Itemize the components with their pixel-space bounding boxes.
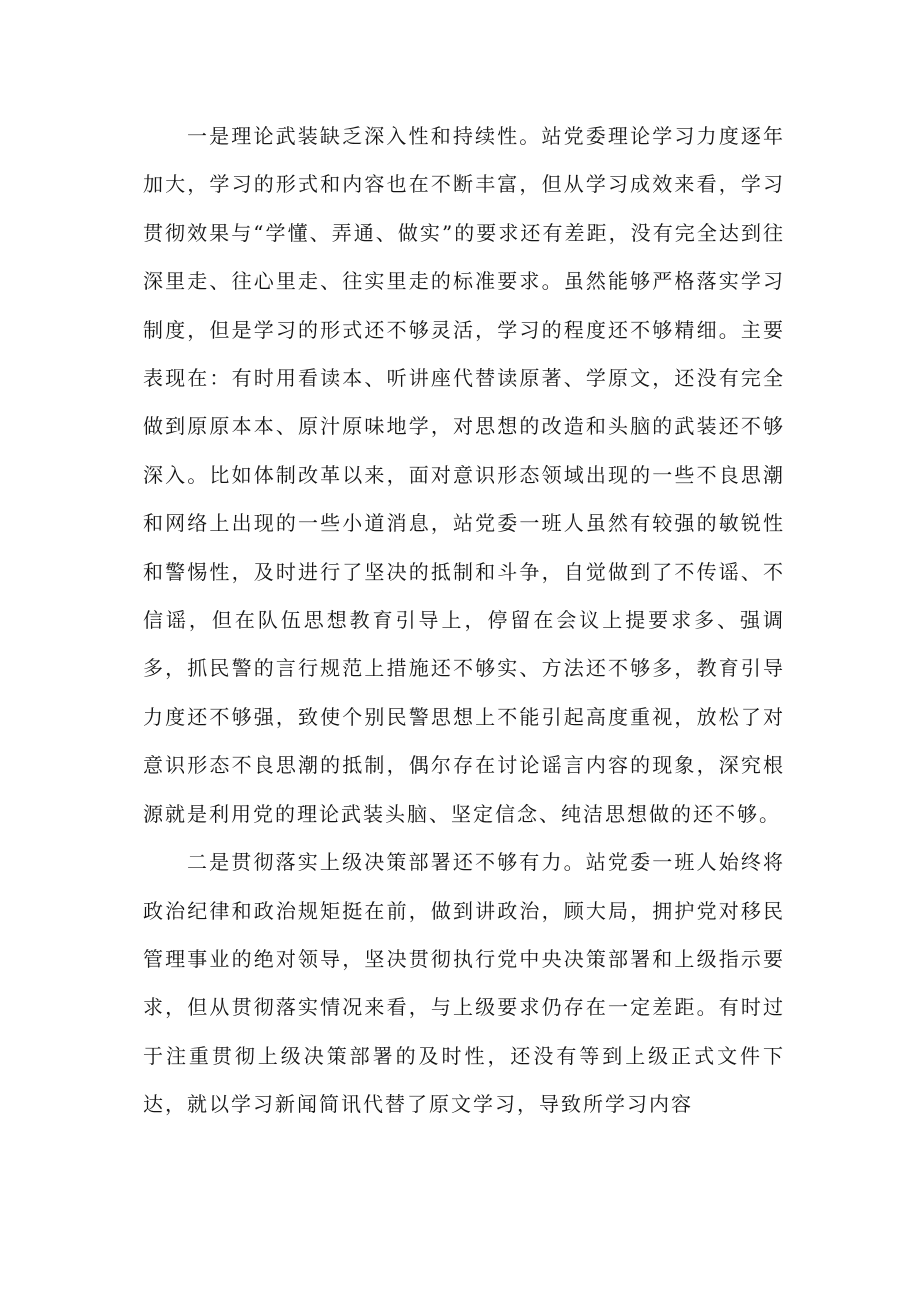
document-body <box>143 112 785 1129</box>
paragraph-1: 一是理论武装缺乏深入性和持续性。站党委理论学习力度逐年加大，学习的形式和内容也在不断丰富，但从学习成效来看，学习贯彻效果与“学懂、弄通、做实”的要求还有差距，没有完全达到往深里走、往心里走、往实里走的标准要求。虽然能够严格落实学习制度，但是学习的形式还不够灵活，学习的程度还不够精细。主要表现在：有时用看读本、听讲座代替读原著、学原文，还没有完全做到原原本本、原汁原味地学，对思想的改造和头脑的武装还不够深入。比如体制改革以来，面对意识形态领域出现的一些不良思潮和网络上出现的一些小道消息，站党委一班人虽然有较强的敏锐性和警惕性，及时进行了坚决的抵制和斗争，自觉做到了不传谣、不信谣，但在队伍思想教育引导上，停留在会议上提要求多、强调多，抓民警的言行规范上措施还不够实、方法还不够多，教育引导力度还不够强，致使个别民警思想上不能引起高度重视，放松了对意识形态不良思潮的抵制，偶尔存在讨论谣言内容的现象，深究根源就是利用党的理论武装头脑、坚定信念、纯洁思想做的还不够。 <box>143 124 785 826</box>
paragraph-2: 二是贯彻落实上级决策部署还不够有力。站党委一班人始终将政治纪律和政治规矩挺在前，做到讲政治，顾大局，拥护党对移民管理事业的绝对领导，坚决贯彻执行党中央决策部署和上级指示要求，但从贯彻落实情况来看，与上级要求仍存在一定差距。有时过于注重贯彻上级决策部署的及时性，还没有等到上级正式文件下达，就以学习新闻简讯代替了原文学习，导致所学习内容 <box>143 850 785 1117</box>
